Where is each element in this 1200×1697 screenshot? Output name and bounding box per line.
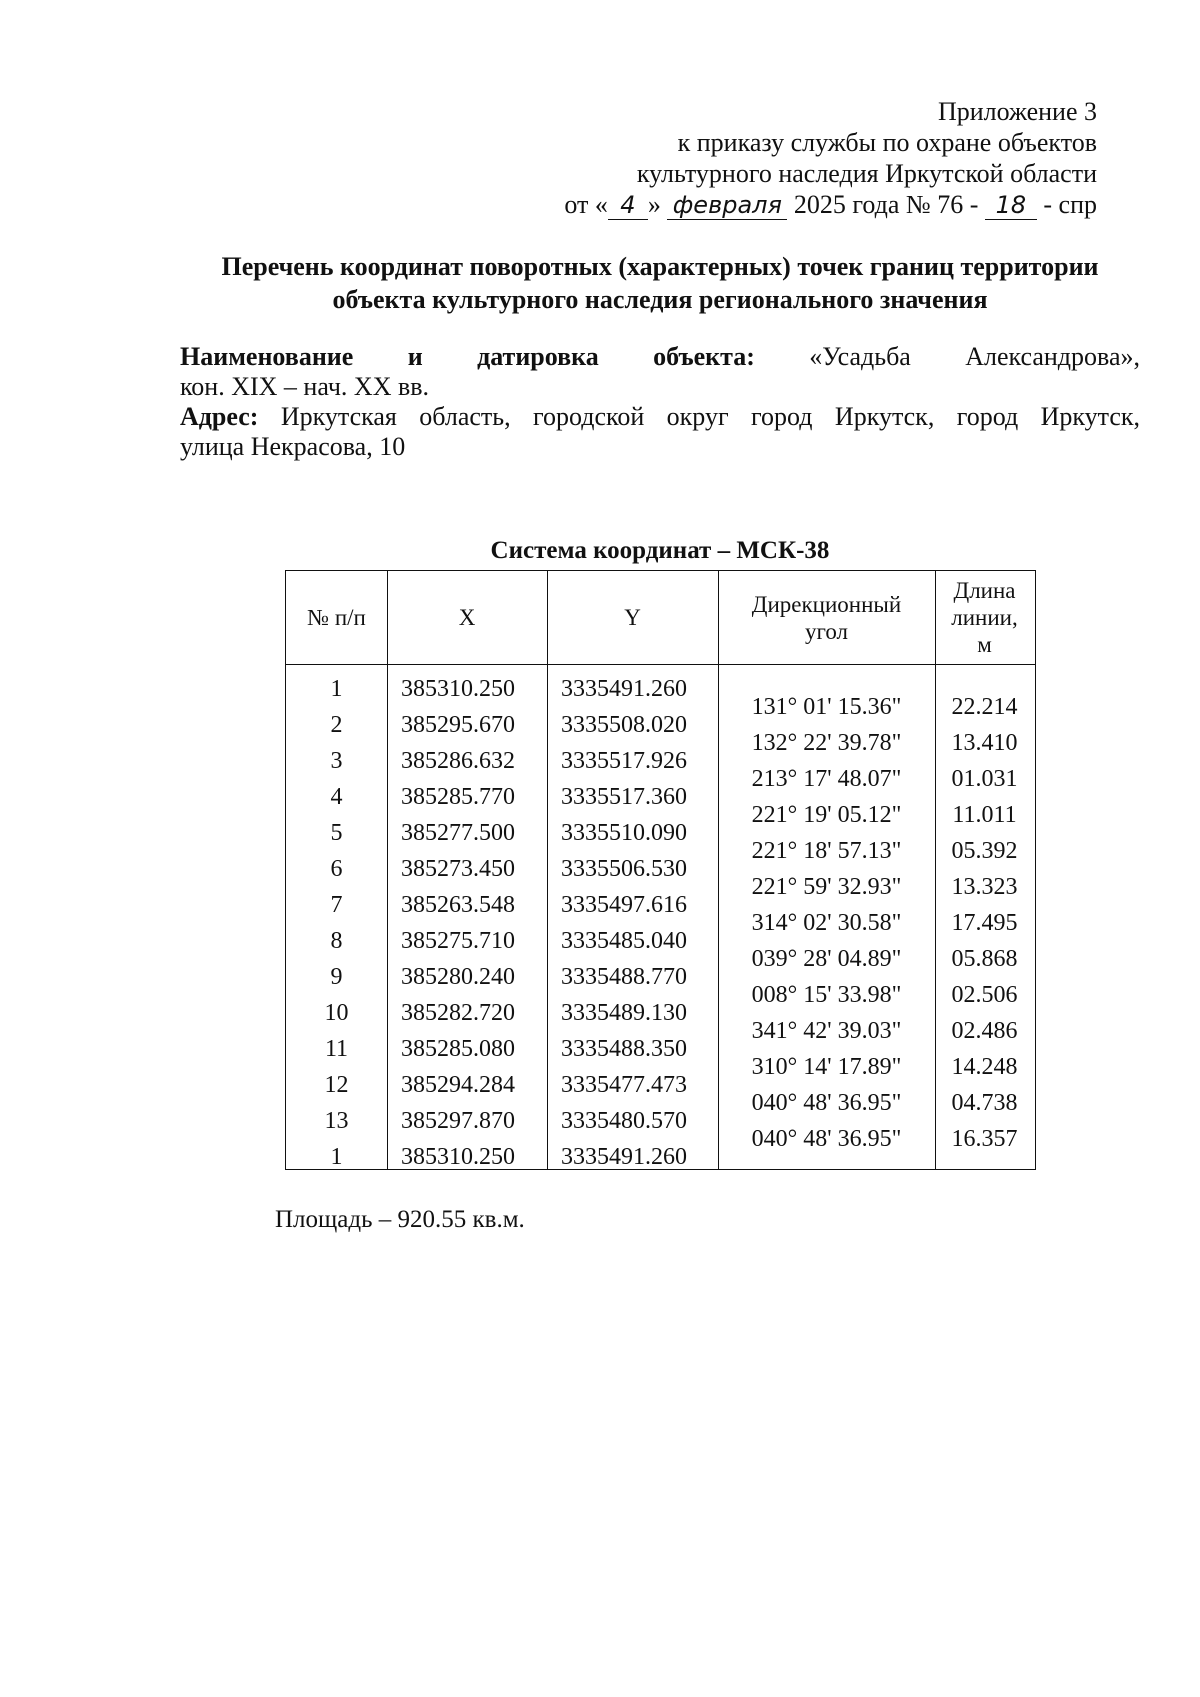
address-value-line-1: Иркутская область, городской округ город Иркутск, город Иркутск, [280,402,1141,431]
appendix-line-2: к приказу службы по охране объектов [677,128,1097,157]
x-coordinate-cell: 385294.284 [401,1072,515,1098]
y-coordinate-cell: 3335480.570 [561,1108,687,1134]
column-number [286,571,387,1169]
direction-angle-cell: 131° 01' 15.36" [751,694,902,720]
line-length-cell: 05.868 [951,946,1018,972]
y-coordinate-cell: 3335491.260 [561,1144,687,1170]
x-coordinate-cell: 385310.250 [401,1144,515,1170]
line-length-cell: 11.011 [952,802,1017,828]
direction-angle-cell: 040° 48' 36.95" [751,1090,902,1116]
handwritten-month: февраля [667,191,787,220]
line-length-cell: 17.495 [951,910,1018,936]
order-tail: - спр [1043,190,1097,219]
y-coordinate-cell: 3335488.770 [561,964,687,990]
title-line-1: Перечень координат поворотных (характерных) точек границ территории [221,252,1099,281]
direction-angle-cell: 040° 48' 36.95" [751,1126,902,1152]
x-coordinate-cell: 385275.710 [401,928,515,954]
document-title [180,250,1140,316]
line-length-cell: 13.410 [951,730,1018,756]
address-value-line-2: улица Некрасова, 10 [180,432,406,461]
x-coordinate-cell: 385263.548 [401,892,515,918]
line-length-cell: 04.738 [951,1090,1018,1116]
header-number: № п/п [307,605,366,630]
point-number-cell: 2 [330,712,343,738]
appendix-header [564,96,1097,220]
line-length-cell: 05.392 [951,838,1018,864]
point-number-cell: 7 [330,892,343,918]
address-label: Адрес: [180,402,259,431]
header-y: Y [624,605,641,630]
x-coordinate-cell: 385295.670 [401,712,515,738]
x-coordinate-cell: 385297.870 [401,1108,515,1134]
direction-angle-cell: 221° 18' 57.13" [751,838,902,864]
x-coordinate-cell: 385285.770 [401,784,515,810]
line-length-cell: 02.486 [951,1018,1018,1044]
direction-angle-cell: 221° 59' 32.93" [751,874,902,900]
handwritten-order-number: 18 [985,191,1037,220]
address-line [180,402,1140,432]
table-caption: Система координат – МСК-38 [490,537,830,564]
direction-angle-cell: 132° 22' 39.78" [751,730,902,756]
line-length-cell: 02.506 [951,982,1018,1008]
y-coordinate-cell: 3335497.616 [561,892,687,918]
header-x: X [458,605,476,630]
date-year-order: 2025 года № 76 - [793,190,979,219]
direction-angle-cell: 310° 14' 17.89" [751,1054,902,1080]
x-coordinate-cell: 385282.720 [401,1000,515,1026]
y-coordinate-cell: 3335508.020 [561,712,687,738]
handwritten-day: 4 [608,191,648,220]
x-coordinate-cell: 385286.632 [401,748,515,774]
y-coordinate-cell: 3335489.130 [561,1000,687,1026]
point-number-cell: 6 [330,856,343,882]
point-number-cell: 8 [330,928,343,954]
direction-angle-cell: 039° 28' 04.89" [751,946,902,972]
column-angle [718,571,935,1169]
y-coordinate-cell: 3335491.260 [561,676,687,702]
object-dating: кон. XIX – нач. XX вв. [180,372,430,401]
object-description [180,342,1140,462]
appendix-line-1: Приложение 3 [937,97,1097,126]
direction-angle-cell: 314° 02' 30.58" [751,910,902,936]
area-note: Площадь – 920.55 кв.м. [275,1206,525,1233]
line-length-cell: 16.357 [951,1126,1018,1152]
line-length-cell: 14.248 [951,1054,1018,1080]
title-line-2: объекта культурного наследия регионального значения [332,285,988,314]
direction-angle-cell: 221° 19' 05.12" [751,802,902,828]
point-number-cell: 3 [330,748,343,774]
coordinates-table [285,570,1036,1170]
direction-angle-cell: 213° 17' 48.07" [751,766,902,792]
x-coordinate-cell: 385280.240 [401,964,515,990]
point-number-cell: 4 [330,784,343,810]
point-number-cell: 5 [330,820,343,846]
line-length-cell: 13.323 [951,874,1018,900]
x-coordinate-cell: 385277.500 [401,820,515,846]
point-number-cell: 1 [330,676,343,702]
column-y [547,571,718,1169]
column-x [387,571,547,1169]
x-coordinate-cell: 385310.250 [401,676,515,702]
column-length [935,571,1034,1169]
y-coordinate-cell: 3335517.926 [561,748,687,774]
header-length: Длина линии, м [951,578,1018,657]
y-coordinate-cell: 3335517.360 [561,784,687,810]
y-coordinate-cell: 3335488.350 [561,1036,687,1062]
direction-angle-cell: 008° 15' 33.98" [751,982,902,1008]
appendix-date-line [564,189,1097,220]
x-coordinate-cell: 385273.450 [401,856,515,882]
line-length-cell: 22.214 [951,694,1018,720]
object-name-line [180,342,1140,372]
point-number-cell: 10 [324,1000,349,1026]
date-prefix: от « [564,190,608,219]
x-coordinate-cell: 385285.080 [401,1036,515,1062]
y-coordinate-cell: 3335477.473 [561,1072,687,1098]
direction-angle-cell: 341° 42' 39.03" [751,1018,902,1044]
header-angle: Дирекционный угол [751,591,902,644]
object-name-value: «Усадьба Александрова», [809,342,1141,371]
point-number-cell: 12 [324,1072,349,1098]
point-number-cell: 9 [330,964,343,990]
point-number-cell: 11 [324,1036,349,1062]
date-mid: » [647,190,661,219]
object-name-label: Наименование и датировка объекта: [180,342,755,371]
y-coordinate-cell: 3335510.090 [561,820,687,846]
point-number-cell: 13 [324,1108,349,1134]
line-length-cell: 01.031 [951,766,1018,792]
point-number-cell: 1 [330,1144,343,1170]
y-coordinate-cell: 3335485.040 [561,928,687,954]
y-coordinate-cell: 3335506.530 [561,856,687,882]
appendix-line-3: культурного наследия Иркутской области [636,159,1097,188]
